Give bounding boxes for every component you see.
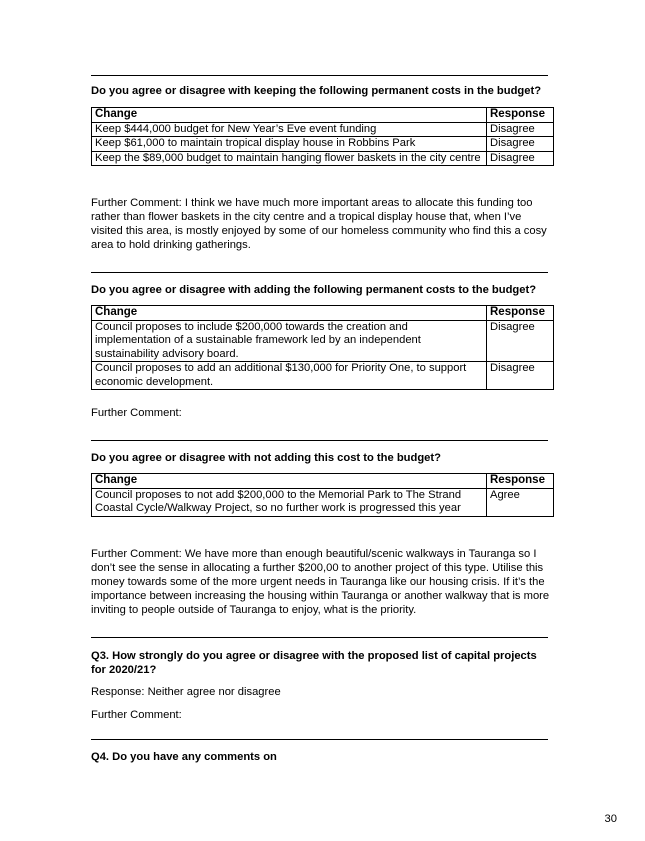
divider-rule [91, 440, 548, 441]
divider-rule [91, 739, 548, 740]
response-cell: Disagree [487, 320, 554, 362]
table-row [92, 320, 554, 362]
column-header-response: Response [487, 108, 554, 123]
changes-table-add [91, 305, 554, 390]
change-cell: Council proposes to add an additional $130,000 for Priority One, to support economic development. [92, 362, 487, 390]
response-cell: Disagree [487, 122, 554, 137]
further-comment: Further Comment: I think we have much more important areas to allocate this funding too rather than flower baskets in the city centre and a tropical display house that, when I’ve visited this area, is mostly enjoyed by some of our homeless community who find this a cosy area to hold drinking gatherings. [91, 197, 547, 251]
table-row [92, 122, 554, 137]
column-header-response: Response [487, 474, 554, 489]
table-row [92, 362, 554, 390]
column-header-response: Response [487, 306, 554, 321]
question-q3: Q3. How strongly do you agree or disagree with the proposed list of capital projects for 2020/21? [91, 650, 537, 676]
page-number: 30 [604, 813, 617, 825]
table-header-row [92, 474, 554, 489]
table-header-row [92, 306, 554, 321]
change-cell: Council proposes to not add $200,000 to the Memorial Park to The Strand Coastal Cycle/Walkway Project, so no further work is progressed this year [92, 488, 487, 516]
change-cell: Keep $61,000 to maintain tropical display house in Robbins Park [92, 137, 487, 152]
divider-rule [91, 272, 548, 273]
divider-rule [91, 75, 548, 76]
divider-rule [91, 637, 548, 638]
change-cell: Council proposes to include $200,000 towards the creation and implementation of a sustainable framework led by an independent sustainability advisory board. [92, 320, 487, 362]
q3-response: Response: Neither agree nor disagree [91, 686, 281, 698]
table-row [92, 488, 554, 516]
response-cell: Disagree [487, 362, 554, 390]
table-header-row [92, 108, 554, 123]
column-header-change: Change [92, 474, 487, 489]
question-add-costs: Do you agree or disagree with adding the following permanent costs to the budget? [91, 284, 537, 296]
question-q4: Q4. Do you have any comments on [91, 751, 277, 763]
change-cell: Keep the $89,000 budget to maintain hanging flower baskets in the city centre [92, 151, 487, 166]
further-comment: Further Comment: We have more than enough beautiful/scenic walkways in Tauranga so I don’t see the sense in allocating a further $200,00 to another project of this type. Utilise this money towards some of the more urgent needs in Tauranga like our housing crisis. If it’s the importance between increasing the housing within Tauranga or another walkway that is more inviting to people outside of Tauranga to enjoy, what is the priority. [91, 548, 550, 616]
table-row [92, 151, 554, 166]
changes-table-keep [91, 107, 554, 166]
response-cell: Disagree [487, 151, 554, 166]
response-cell: Disagree [487, 137, 554, 152]
table-row [92, 137, 554, 152]
column-header-change: Change [92, 108, 487, 123]
change-cell: Keep $444,000 budget for New Year’s Eve event funding [92, 122, 487, 137]
response-cell: Agree [487, 488, 554, 516]
question-keep-costs: Do you agree or disagree with keeping the following permanent costs in the budget? [91, 85, 542, 97]
question-not-adding: Do you agree or disagree with not adding this cost to the budget? [91, 452, 441, 464]
q3-further-comment: Further Comment: [91, 709, 182, 721]
column-header-change: Change [92, 306, 487, 321]
further-comment: Further Comment: [91, 407, 182, 419]
changes-table-not-adding [91, 473, 554, 517]
